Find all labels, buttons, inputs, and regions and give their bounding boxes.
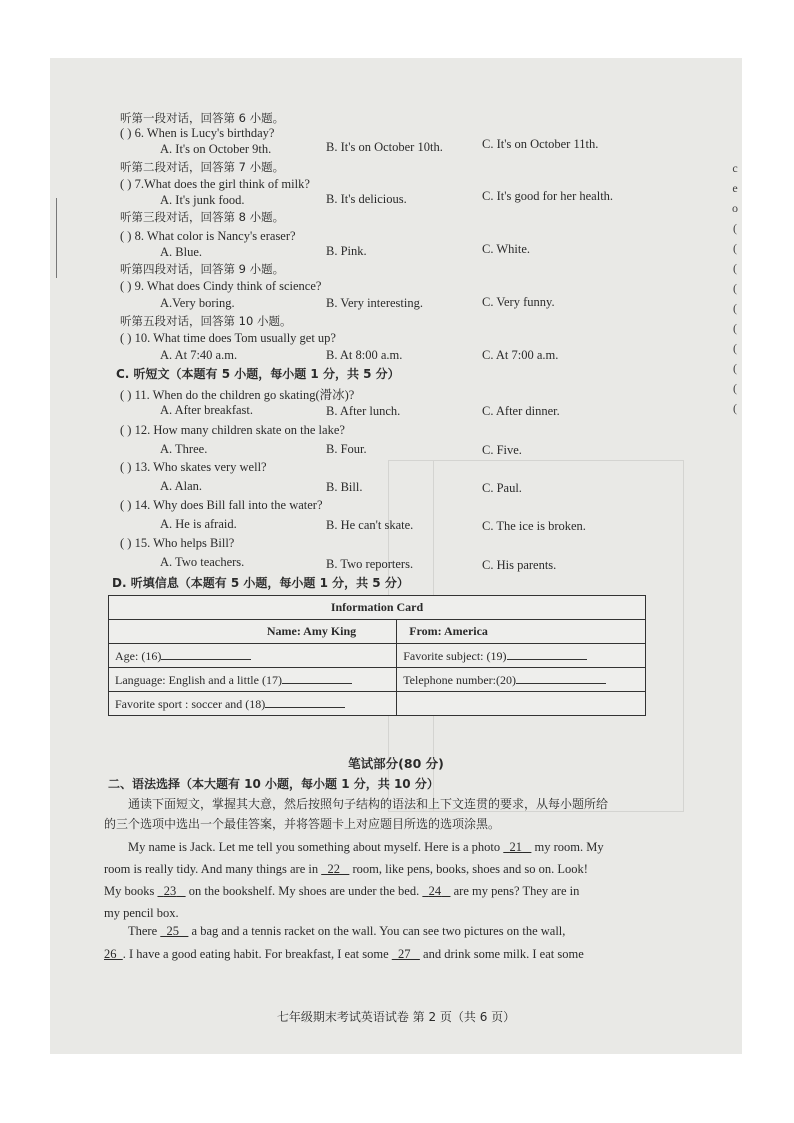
blank-25[interactable]: 25 bbox=[166, 924, 180, 938]
option-13c: C. Paul. bbox=[482, 481, 522, 495]
card-from: From: America bbox=[397, 620, 646, 644]
option-15a: A. Two teachers. bbox=[160, 555, 245, 569]
option-14b: B. He can't skate. bbox=[326, 518, 414, 532]
adjacent-page-edge: c e o ( ( ( ( ( ( ( ( ( ( bbox=[732, 161, 738, 415]
option-6c: C. It's on October 11th. bbox=[482, 137, 599, 151]
grammar-instructions: 通读下面短文，掌握其大意，然后按照句子结构的语法和上下文连贯的要求，从每小题所给 的三个选项中选出一个最佳答案，并将答题卡上对应题目所选的选项涂黑。 bbox=[104, 797, 609, 831]
option-13a: A. Alan. bbox=[160, 479, 203, 493]
card-subject: Favorite subject: (19) bbox=[397, 644, 646, 668]
option-12a: A. Three. bbox=[160, 442, 208, 456]
option-6b: B. It's on October 10th. bbox=[326, 140, 443, 154]
section-c-heading: C. 听短文（本题有 5 小题，每小题 1 分，共 5 分） bbox=[116, 367, 400, 381]
option-14c: C. The ice is broken. bbox=[482, 519, 586, 533]
card-name: Name: Amy King bbox=[109, 620, 397, 644]
passage-paragraph-2: There 25 a bag and a tennis racket on the wall. You can see two pictures on the wall, 26 . I have a good eating habit. For breakfast, I eat some 27 and drink some milk. I eat some bbox=[104, 924, 584, 961]
option-11a: A. After breakfast. bbox=[160, 403, 254, 417]
option-8a: A. Blue. bbox=[160, 245, 203, 259]
question-8: ( ) 8. What color is Nancy's eraser? bbox=[120, 229, 296, 243]
blank-22[interactable]: 22 bbox=[327, 862, 340, 876]
dialogue-intro-8: 听第三段对话，回答第 8 小题。 bbox=[120, 210, 285, 224]
dialogue-intro-9: 听第四段对话，回答第 9 小题。 bbox=[120, 262, 285, 276]
written-part-title: 笔试部分(80 分) bbox=[348, 756, 444, 771]
option-14a: A. He is afraid. bbox=[160, 517, 237, 531]
option-11b: B. After lunch. bbox=[326, 404, 401, 418]
option-15c: C. His parents. bbox=[482, 558, 557, 572]
card-language: Language: English and a little (17) bbox=[109, 668, 397, 692]
question-12: ( ) 12. How many children skate on the lake? bbox=[120, 423, 345, 437]
blank-23[interactable]: 23 bbox=[163, 884, 177, 898]
option-7c: C. It's good for her health. bbox=[482, 189, 614, 203]
card-title: Information Card bbox=[109, 596, 646, 620]
dialogue-intro-10: 听第五段对话，回答第 10 小题。 bbox=[120, 314, 292, 328]
blank-26[interactable]: 26 bbox=[104, 947, 117, 961]
option-9b: B. Very interesting. bbox=[326, 296, 423, 310]
information-card bbox=[108, 595, 646, 716]
card-age: Age: (16) bbox=[109, 644, 397, 668]
blank-24[interactable]: 24 bbox=[428, 884, 442, 898]
card-empty bbox=[397, 692, 646, 716]
option-12c: C. Five. bbox=[482, 443, 522, 457]
option-11c: C. After dinner. bbox=[482, 404, 560, 418]
question-15: ( ) 15. Who helps Bill? bbox=[120, 536, 235, 550]
option-7a: A. It's junk food. bbox=[160, 193, 245, 207]
option-15b: B. Two reporters. bbox=[326, 557, 414, 571]
option-12b: B. Four. bbox=[326, 442, 367, 456]
question-14: ( ) 14. Why does Bill fall into the water? bbox=[120, 498, 323, 512]
question-9: ( ) 9. What does Cindy think of science? bbox=[120, 279, 322, 293]
option-13b: B. Bill. bbox=[326, 480, 363, 494]
blank-21[interactable]: 21 bbox=[509, 840, 523, 854]
dialogue-intro-6: 听第一段对话，回答第 6 小题。 bbox=[120, 111, 285, 125]
option-10b: B. At 8:00 a.m. bbox=[326, 348, 403, 362]
option-6a: A. It's on October 9th. bbox=[160, 142, 272, 156]
question-13: ( ) 13. Who skates very well? bbox=[120, 460, 267, 474]
option-9a: A.Very boring. bbox=[160, 296, 235, 310]
passage-paragraph-1: My name is Jack. Let me tell you something about myself. Here is a photo 21 my room. My room is really tidy. And many things are in 22 room, like pens, books, shoes and so on. Look! My books 23 on the bookshelf. My shoes are under the bed. 24 are my pens? They are in my pencil box. bbox=[104, 840, 604, 920]
grammar-heading: 二、语法选择（本大题有 10 小题，每小题 1 分，共 10 分） bbox=[108, 777, 439, 791]
option-10c: C. At 7:00 a.m. bbox=[482, 348, 559, 362]
option-8b: B. Pink. bbox=[326, 244, 367, 258]
question-6: ( ) 6. When is Lucy's birthday? bbox=[120, 126, 275, 140]
dialogue-intro-7: 听第二段对话，回答第 7 小题。 bbox=[120, 160, 285, 174]
scanned-page bbox=[50, 58, 742, 1054]
question-7: ( ) 7.What does the girl think of milk? bbox=[120, 177, 310, 191]
page-footer: 七年级期末考试英语试卷 第 2 页（共 6 页） bbox=[276, 1010, 516, 1024]
option-7b: B. It's delicious. bbox=[326, 192, 407, 206]
option-10a: A. At 7:40 a.m. bbox=[160, 348, 238, 362]
card-sport: Favorite sport : soccer and (18) bbox=[109, 692, 397, 716]
question-10: ( ) 10. What time does Tom usually get up? bbox=[120, 331, 336, 345]
section-d-heading: D. 听填信息（本题有 5 小题，每小题 1 分，共 5 分） bbox=[112, 576, 409, 590]
option-8c: C. White. bbox=[482, 242, 531, 256]
binding-mark bbox=[50, 198, 57, 278]
option-9c: C. Very funny. bbox=[482, 295, 555, 309]
question-11: ( ) 11. When do the children go skating(滑冰)? bbox=[120, 388, 355, 402]
card-phone: Telephone number:(20) bbox=[397, 668, 646, 692]
blank-27[interactable]: 27 bbox=[398, 947, 411, 961]
